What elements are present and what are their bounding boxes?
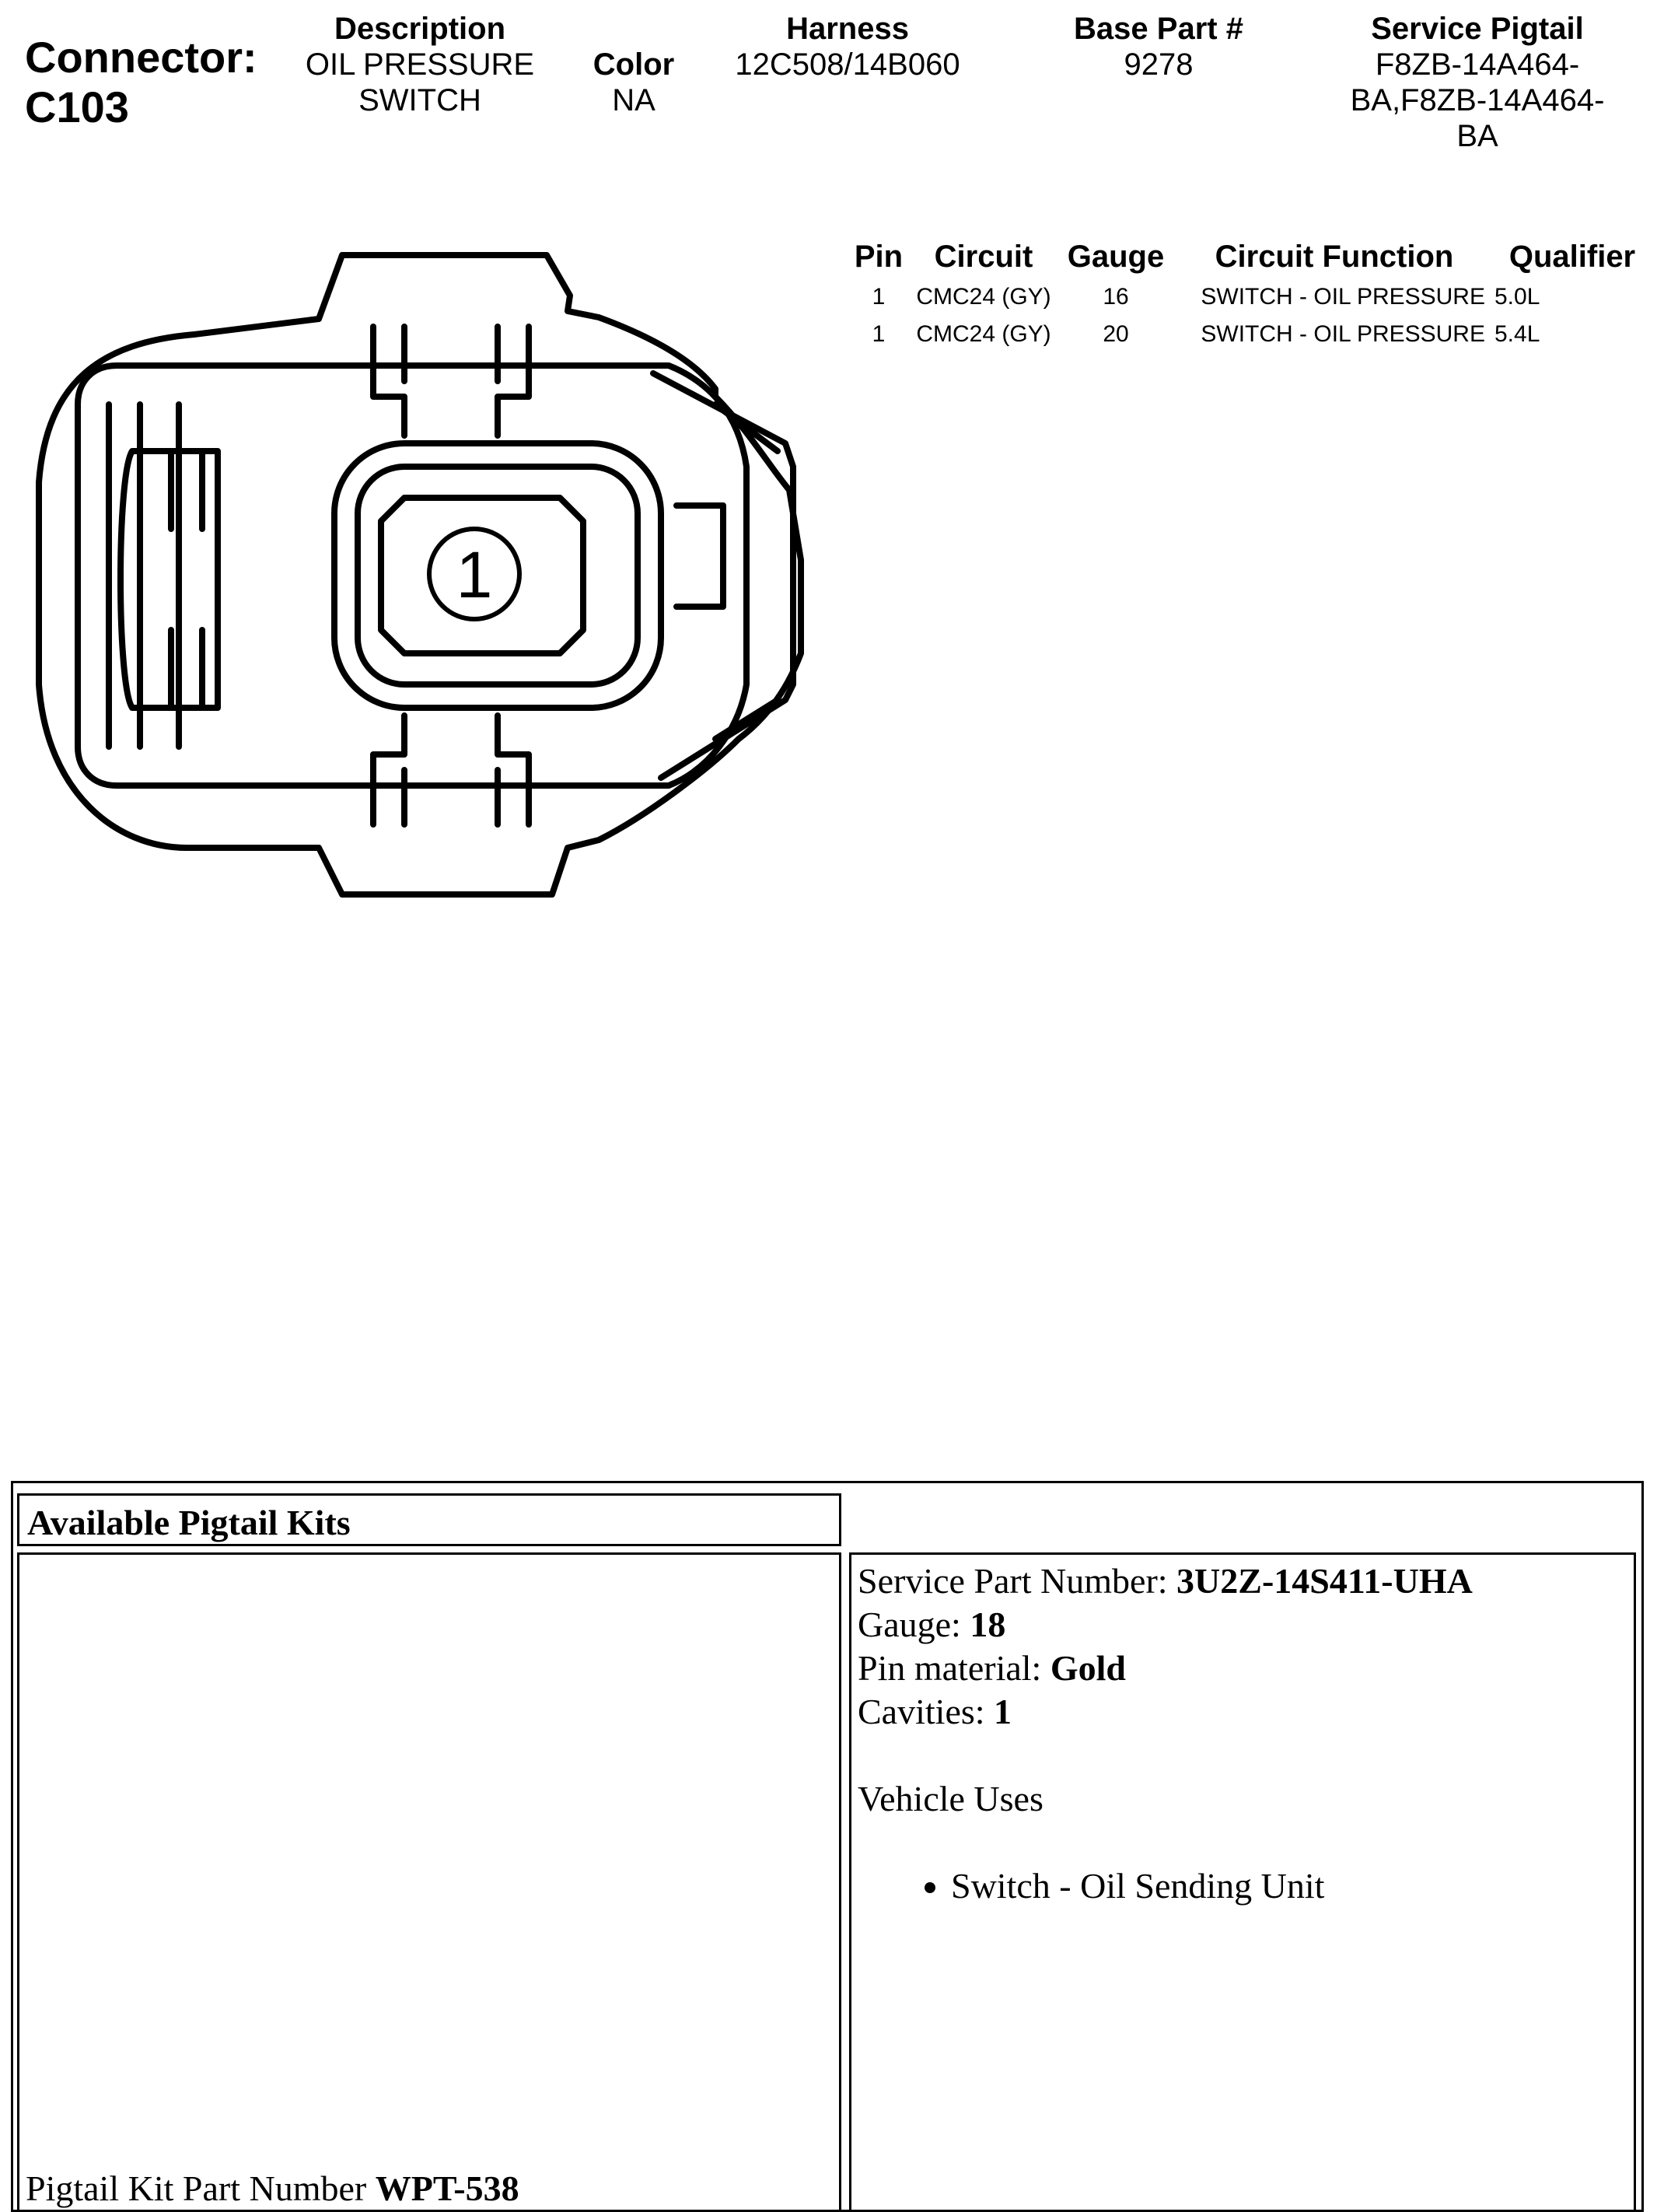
kit-part-value: WPT-538 (375, 2168, 519, 2208)
connector-bottom-key (373, 716, 529, 824)
description-label: Description (334, 12, 506, 46)
circuit-header: Circuit (934, 240, 1033, 274)
pigtail-kit-spec-cell (849, 1552, 1636, 2212)
kit-part-number (26, 2168, 519, 2209)
harness-label: Harness (786, 12, 909, 46)
pin-cell: 1 (872, 321, 886, 347)
circuit-cell: CMC24 (GY) (916, 284, 1051, 310)
qualifier-header: Qualifier (1508, 240, 1636, 274)
harness-value: 12C508/14B060 (735, 47, 960, 82)
base-part-column (1026, 11, 1291, 82)
vehicle-uses-label: Vehicle Uses (858, 1779, 1043, 1818)
harness-column (715, 11, 980, 82)
table-row (848, 318, 1650, 355)
service-pigtail-value-2: BA,F8ZB-14A464- (1350, 83, 1605, 117)
gauge-header: Gauge (1067, 240, 1165, 274)
pin-header: Pin (854, 240, 904, 274)
circuit-cell: CMC24 (GY) (916, 321, 1051, 347)
connector-outer-shell (39, 255, 801, 894)
connector-bottom-key-bar (404, 770, 498, 824)
qualifier-cell: 5.4L (1494, 321, 1540, 347)
gauge-line (858, 1603, 1473, 1647)
pigtail-kits-heading-cell (17, 1493, 841, 1546)
pin-table-header (848, 240, 1650, 281)
pin-material-value: Gold (1050, 1648, 1126, 1688)
service-part-label: Service Part Number: (858, 1561, 1177, 1601)
description-column (288, 11, 552, 118)
function-cell: SWITCH - OIL PRESSURE (1201, 321, 1485, 347)
pigtail-kits-heading: Available Pigtail Kits (27, 1503, 351, 1542)
service-pigtail-value-3: BA (1456, 119, 1498, 153)
gauge-label: Gauge: (858, 1605, 970, 1644)
cavities-label: Cavities: (858, 1692, 995, 1731)
gauge-cell: 16 (1103, 284, 1129, 310)
function-cell: SWITCH - OIL PRESSURE (1201, 284, 1485, 310)
base-part-value: 9278 (1124, 47, 1194, 82)
cavities-line (858, 1690, 1473, 1734)
service-pigtail-column (1322, 11, 1633, 154)
description-value-1: OIL PRESSURE (305, 47, 535, 82)
service-pigtail-value-1: F8ZB-14A464- (1375, 47, 1580, 82)
vehicle-uses-list (858, 1864, 1473, 1908)
color-column (568, 47, 700, 118)
connector-left-lock-detail (121, 451, 218, 708)
pin-table (848, 240, 1650, 355)
pin-cell: 1 (872, 284, 886, 310)
table-row (848, 281, 1650, 318)
cavities-value: 1 (994, 1692, 1012, 1731)
color-value: NA (612, 83, 655, 117)
color-label: Color (593, 47, 675, 82)
pin-1-label: 1 (456, 538, 493, 611)
list-item: • Switch - Oil Sending Unit (951, 1864, 1473, 1908)
kit-part-label: Pigtail Kit Part Number (26, 2168, 376, 2208)
connector-right-nub (676, 506, 723, 607)
gauge-value: 18 (970, 1605, 1006, 1644)
service-part-line (858, 1559, 1473, 1603)
service-part-value: 3U2Z-14S411-UHA (1176, 1561, 1473, 1601)
description-value-2: SWITCH (358, 83, 481, 117)
service-pigtail-label: Service Pigtail (1371, 12, 1584, 46)
kit-specs (858, 1559, 1473, 1908)
connector-id: C103 (25, 82, 129, 131)
connector-top-key (373, 327, 529, 436)
pin-material-label: Pin material: (858, 1648, 1050, 1688)
connector-top-key-bar (404, 327, 498, 381)
gauge-cell: 20 (1103, 321, 1129, 347)
qualifier-cell: 5.0L (1494, 284, 1540, 310)
connector-label: Connector: (25, 33, 257, 82)
pigtail-kit-image-cell (17, 1552, 841, 2212)
base-part-label: Base Part # (1074, 12, 1243, 46)
pin-material-line (858, 1647, 1473, 1690)
connector-face-diagram (23, 249, 824, 918)
function-header: Circuit Function (1215, 240, 1454, 274)
connector-title (25, 33, 257, 132)
